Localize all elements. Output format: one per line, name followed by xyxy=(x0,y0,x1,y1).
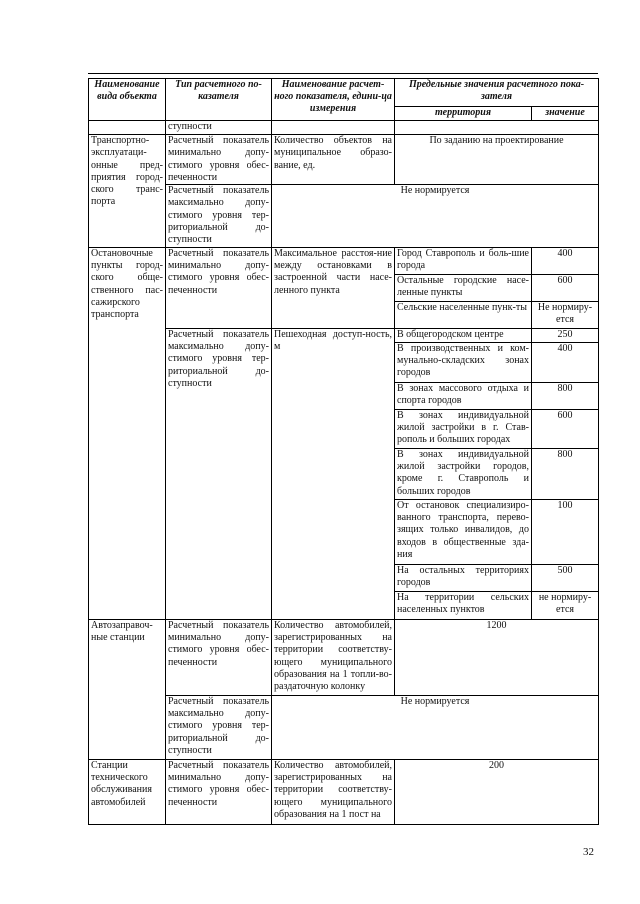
value-cell: 400 xyxy=(532,247,599,274)
territory-cell: Остальные городские насе-ленные пункты xyxy=(395,274,532,301)
territory-cell: В производственных и ком-мунально-складских зонах городов xyxy=(395,342,532,382)
header-indicator-name: Наименование расчет-ного показателя, едини-ца измерения xyxy=(272,79,395,121)
value-cell: 600 xyxy=(532,409,599,448)
table-row xyxy=(89,185,599,247)
table-row xyxy=(89,247,599,274)
table-row xyxy=(89,695,599,759)
indicator-type-cell: Расчетный показатель минимально допу-стимого уровня обес-печенности xyxy=(166,759,272,824)
indicator-name-cell: Максимальное расстоя-ние между остановками в застроенной части насе-ленного пункта xyxy=(272,247,395,328)
value-cell: 250 xyxy=(532,328,599,342)
territory-cell: В зонах массового отдыха и спорта городов xyxy=(395,382,532,409)
territory-cell: В общегородском центре xyxy=(395,328,532,342)
value-cell: 800 xyxy=(532,448,599,499)
indicator-type-cell: Расчетный показатель максимально допу-стимого уровня тер-риториальной до-ступности xyxy=(166,328,272,619)
limit-value-cell: Не нормируется xyxy=(272,695,599,759)
table-row xyxy=(89,121,599,135)
indicator-name-cell: Количество автомобилей, зарегистрированных на территории соответству-ющего муниципального образования на 1 топли-во-раздаточную колонку xyxy=(272,619,395,695)
territory-cell: В зонах индивидуальной жилой застройки городов, кроме г. Ставрополь и больших городов xyxy=(395,448,532,499)
table-row xyxy=(89,135,599,185)
value-cell: 400 xyxy=(532,342,599,382)
limit-value-cell: Не нормируется xyxy=(272,185,599,247)
value-cell: не нормиру-ется xyxy=(532,591,599,619)
territory-cell: Город Ставрополь и боль-шие города xyxy=(395,247,532,274)
top-rule xyxy=(88,73,598,74)
territory-cell: На территории сельских населенных пунктов xyxy=(395,591,532,619)
value-cell: Не нормиру-ется xyxy=(532,301,599,328)
table-row xyxy=(89,619,599,695)
table-cell xyxy=(395,121,599,135)
indicator-name-cell: Количество объектов на муниципальное образо-вание, ед. xyxy=(272,135,395,185)
territory-cell: От остановок специализиро-ванного транспорта, перево-зящих только инвалидов, до входов в общественные зда-ния xyxy=(395,499,532,564)
indicator-name-cell: Количество автомобилей, зарегистрированных на территории соответству-ющего муниципального образования на 1 пост на xyxy=(272,759,395,824)
page-number: 32 xyxy=(583,846,594,858)
indicator-type-cell: Расчетный показатель максимально допу-стимого уровня тер-риториальной до-ступности xyxy=(166,695,272,759)
table-cell: ступности xyxy=(166,121,272,135)
indicator-name-cell: Пешеходная доступ-ность, м xyxy=(272,328,395,619)
indicator-type-cell: Расчетный показатель минимально допу-стимого уровня обес-печенности xyxy=(166,135,272,185)
value-cell: 100 xyxy=(532,499,599,564)
standards-table xyxy=(88,78,599,825)
object-name-cell: Остановочные пункты город-ского обще-ственного пас-сажирского транспорта xyxy=(89,247,166,619)
value-cell: 600 xyxy=(532,274,599,301)
object-name-cell: Автозаправоч-ные станции xyxy=(89,619,166,759)
value-cell: 500 xyxy=(532,564,599,591)
object-name-cell: Транспортно-эксплуатаци-онные пред-приятия город-ского транс-порта xyxy=(89,135,166,248)
object-name-cell: Станции технического обслуживания автомобилей xyxy=(89,759,166,824)
header-object-type: Наименование вида объекта xyxy=(89,79,166,121)
value-cell: 800 xyxy=(532,382,599,409)
limit-value-cell: 1200 xyxy=(395,619,599,695)
table-row xyxy=(89,328,599,342)
limit-value-cell: 200 xyxy=(395,759,599,824)
indicator-type-cell: Расчетный показатель минимально допу-стимого уровня обес-печенности xyxy=(166,619,272,695)
territory-cell: На остальных территориях городов xyxy=(395,564,532,591)
territory-cell: В зонах индивидуальной жилой застройки в г. Став-рополь и больших городах xyxy=(395,409,532,448)
header-value: значение xyxy=(532,107,599,121)
indicator-type-cell: Расчетный показатель максимально допу-стимого уровня тер-риториальной до-ступности xyxy=(166,185,272,247)
header-indicator-type: Тип расчетного по-казателя xyxy=(166,79,272,121)
header-row xyxy=(89,79,599,107)
limit-value-cell: По заданию на проектирование xyxy=(395,135,599,185)
header-territory: территория xyxy=(395,107,532,121)
indicator-type-cell: Расчетный показатель минимально допу-стимого уровня обес-печенности xyxy=(166,247,272,328)
table-cell xyxy=(89,121,166,135)
table-row xyxy=(89,759,599,824)
header-limit-values: Предельные значения расчетного пока-зателя xyxy=(395,79,599,107)
table-cell xyxy=(272,121,395,135)
territory-cell: Сельские населенные пунк-ты xyxy=(395,301,532,328)
